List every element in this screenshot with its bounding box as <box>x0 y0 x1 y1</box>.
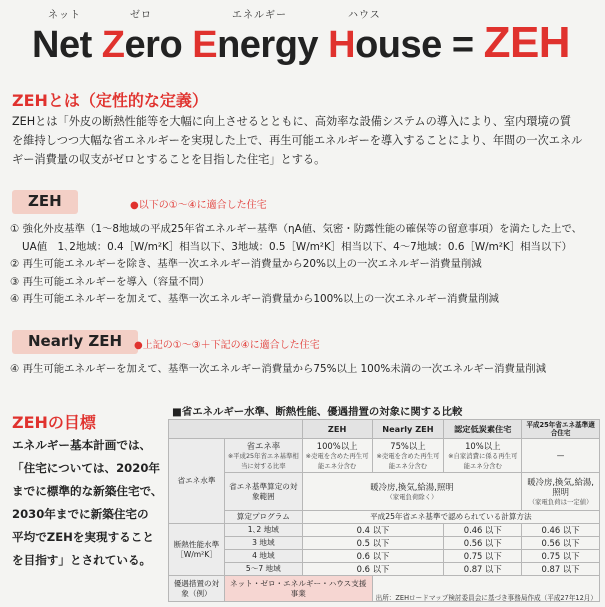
list-item: ④ 再生可能エネルギーを加えて、基準一次エネルギー消費量から100%以上の一次エネルギー消費量削減 <box>10 293 499 305</box>
table-row: 断熱性能水準 ［W/m²K］ 1､2 地域 0.4 以下 0.46 以下 0.46 以下 <box>169 524 600 537</box>
page-title: Net Zero Energy House = ZEH <box>32 18 571 67</box>
ruby-house: ハウス <box>348 10 381 21</box>
ruby-net: ネット <box>48 10 81 21</box>
table-row: 省エネ水準 省エネ率 ※平成25年省エネ基準相当に対する比率 100%以上 ※売電を含めた再生可能エネ分含む 75%以上 ※売電を含めた再生可能エネ分含む 10%以上 ※自家消費に係る再生可能エネ分含む — <box>169 439 600 473</box>
header-low-carbon: 認定低炭素住宅 <box>444 420 522 439</box>
title-block <box>0 4 605 66</box>
list-item: ④ 再生可能エネルギーを加えて、基準一次エネルギー消費量から75%以上 100%未満の一次エネルギー消費量削減 <box>10 363 547 375</box>
program-label: 算定プログラム <box>224 511 302 524</box>
table-row <box>169 511 600 524</box>
h25-rate: — <box>522 439 600 473</box>
header-nearly-zeh: Nearly ZEH <box>372 420 444 439</box>
zeh-rate: 100%以上 <box>316 440 358 451</box>
list-item: ① 強化外皮基準（1〜8地域の平成25年省エネルギー基準（ηA値、気密・防露性能の確保等の留意事項）を満たした上で、 <box>10 223 583 235</box>
definition-text: ZEHとは「外皮の断熱性能等を大幅に向上させるとともに、高効率な設備システムの導入により、室内環境の質 を維持しつつ大幅な省エネルギーを実現した上で、再生可能エネルギーを導入することにより、年間の一次エネル ギー消費量の収支がゼロとすることを目指した住宅」とする。 <box>12 115 583 166</box>
ruby-zero: ゼロ <box>130 10 152 21</box>
source-note: 出所：ZEHロードマップ検討委員会に基づき事務局作成（平成27年12月） <box>375 594 597 602</box>
zeh-requirements <box>10 221 600 309</box>
table-row: 5〜7 地域 0.6 以下 0.87 以下 0.87 以下 <box>169 563 600 576</box>
comparison-table <box>168 419 600 602</box>
target-label: 省エネ基準算定の対象範囲 <box>224 473 302 511</box>
definition-heading: ZEHとは（定性的な定義） <box>12 91 208 110</box>
target-h25: 暖冷房,換気,給湯,照明 <box>527 476 594 497</box>
header-zeh: ZEH <box>302 420 372 439</box>
nearly-zeh-note: ●上記の①〜③＋下記の④に適合した住宅 <box>134 340 320 351</box>
lc-rate: 10%以上 <box>465 440 501 451</box>
list-item: ③ 再生可能エネルギーを導入（容量不問） <box>10 275 210 288</box>
table-row: 4 地域 0.6 以下 0.75 以下 0.75 以下 <box>169 550 600 563</box>
goal-text: エネルギー基本計画では、 「住宅については、2020年 までに標準的な新築住宅で、 2030年までに新築住宅の 平均でZEHを実現すること を目指す」とされている。 <box>12 438 163 567</box>
target-shared: 暖冷房,換気,給湯,照明 <box>370 481 454 492</box>
nearly-zeh-requirements <box>10 361 600 379</box>
ruby-energy: エネルギー <box>232 10 287 21</box>
list-item: ② 再生可能エネルギーを除き、基準一次エネルギー消費量から20%以上の一次エネルギー消費量削減 <box>10 258 482 270</box>
nzeh-rate: 75%以上 <box>390 440 426 451</box>
category-energy: 省エネ水準 <box>169 439 225 524</box>
rate-label: 省エネ率 <box>246 440 281 451</box>
table-title: ■省エネルギー水準、断熱性能、優遇措置の対象に関する比較 <box>172 406 463 418</box>
table-row: 省エネ基準算定の対象範囲 暖冷房,換気,給湯,照明 （家電負荷除く） 暖冷房,換気,給湯,照明 （家電負荷は一定値） <box>169 473 600 511</box>
table-row: 3 地域 0.5 以下 0.56 以下 0.56 以下 <box>169 537 600 550</box>
header-h25: 平成25年省エネ基準適合住宅 <box>522 420 600 439</box>
nearly-zeh-badge: Nearly ZEH <box>12 330 138 354</box>
zeh-badge: ZEH <box>12 190 78 214</box>
zeh-note: ●以下の①〜④に適合した住宅 <box>130 200 267 211</box>
category-subsidy: 優遇措置の対象（例） <box>169 576 225 602</box>
table-header-row <box>169 420 600 439</box>
goal-heading: ZEHの目標 <box>12 413 96 432</box>
subsidy-value: ネット・ゼロ・エネルギー・ハウス支援事業 <box>224 576 372 602</box>
list-item: UA値 1､2地域：0.4［W/m²K］相当以下、3地域：0.5［W/m²K］相当以下、4〜7地域：0.6［W/m²K］相当以下） <box>22 240 573 253</box>
program-value: 平成25年省エネ基準で認められている計算方法 <box>302 511 599 524</box>
category-insulation: 断熱性能水準 ［W/m²K］ <box>169 524 225 576</box>
